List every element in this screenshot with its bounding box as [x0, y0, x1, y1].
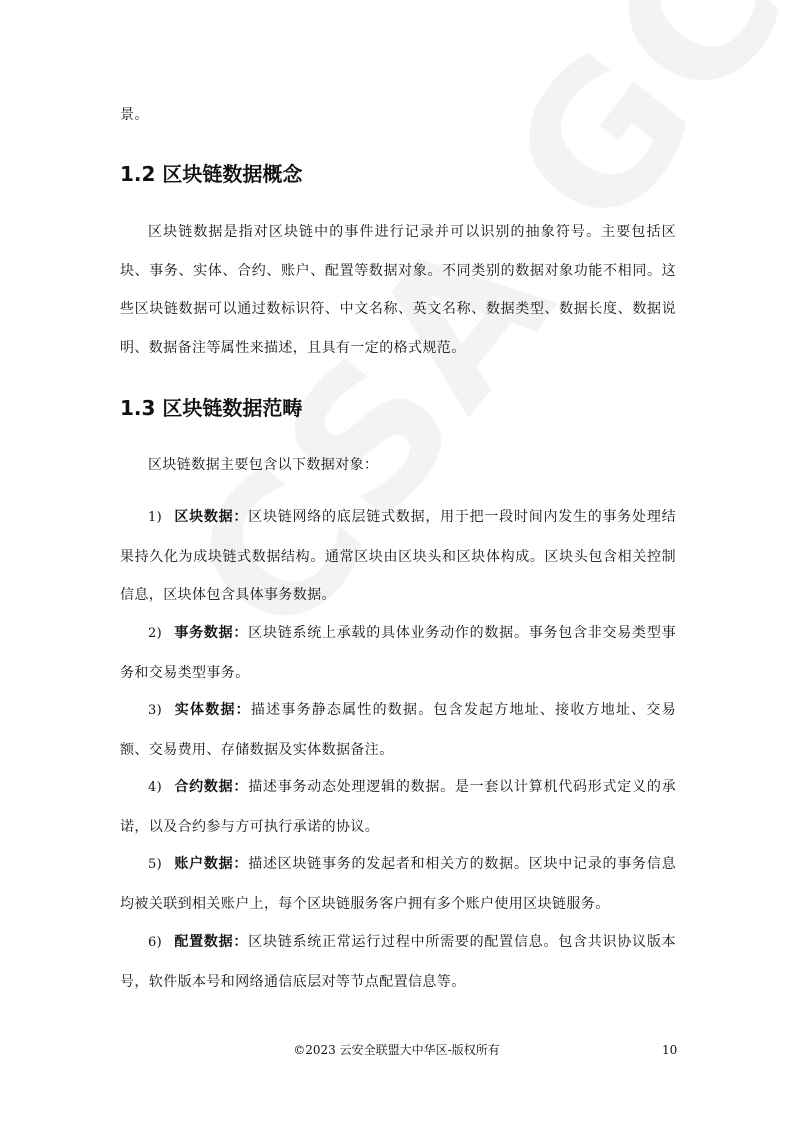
page-number: 10 [662, 1043, 678, 1057]
list-item-term: 事务数据： [174, 625, 249, 641]
list-item [120, 614, 676, 692]
list-item-text: 描述事务动态处理逻辑的数据。是一套以计算机代码形式定义的承诺，以及合约参与方可执行承诺的协议。 [120, 779, 676, 835]
list-item-number: 4) [148, 780, 163, 795]
list-item-number: 2) [148, 626, 163, 641]
section-heading-1-2: 1.2 区块链数据概念 [120, 162, 303, 186]
list-item-text: 区块链网络的底层链式数据，用于把一段时间内发生的事务处理结果持久化为成块链式数据结构。通常区块由区块头和区块体构成。区块头包含相关控制信息，区块体包含具体事务数据。 [120, 509, 676, 603]
list-item-term: 合约数据： [174, 779, 249, 795]
list-item [120, 498, 676, 615]
list-item-number: 5) [148, 857, 163, 872]
section-1-2-paragraph: 区块链数据是指对区块链中的事件进行记录并可以识别的抽象符号。主要包括区块、事务、实体、合约、账户、配置等数据对象。不同类别的数据对象功能不相同。这些区块链数据可以通过数标识符、中文名称、英文名称、数据类型、数据长度、数据说明、数据备注等属性来描述，且具有一定的格式规范。 [120, 224, 676, 356]
list-item-term: 区块数据： [174, 509, 249, 525]
list-item-text: 区块链系统正常运行过程中所需要的配置信息。包含共识协议版本号，软件版本号和网络通信底层对等节点配置信息等。 [120, 934, 676, 990]
list-item [120, 768, 676, 846]
footer-copyright: ©2023 云安全联盟大中华区-版权所有 [293, 1043, 500, 1057]
list-item [120, 845, 676, 923]
list-item [120, 691, 676, 769]
list-item-number: 6) [148, 935, 163, 950]
list-item-text: 区块链系统上承载的具体业务动作的数据。事务包含非交易类型事务和交易类型事务。 [120, 625, 676, 681]
section-1-3-intro: 区块链数据主要包含以下数据对象： [148, 457, 379, 473]
list-item-term: 配置数据： [174, 934, 249, 950]
list-item-text: 描述区块链事务的发起者和相关方的数据。区块中记录的事务信息均被关联到相关账户上，每个区块链服务客户拥有多个账户使用区块链服务。 [120, 856, 676, 912]
list-item [120, 923, 676, 1001]
list-item-term: 实体数据： [174, 702, 251, 718]
list-item-text: 描述事务静态属性的数据。包含发起方地址、接收方地址、交易额、交易费用、存储数据及实体数据备注。 [120, 702, 676, 758]
list-item-number: 1) [148, 510, 163, 525]
section-heading-1-3: 1.3 区块链数据范畴 [120, 396, 303, 420]
top-fragment: 景。 [120, 107, 149, 123]
list-item-number: 3) [148, 703, 163, 718]
list-item-term: 账户数据： [174, 856, 249, 872]
